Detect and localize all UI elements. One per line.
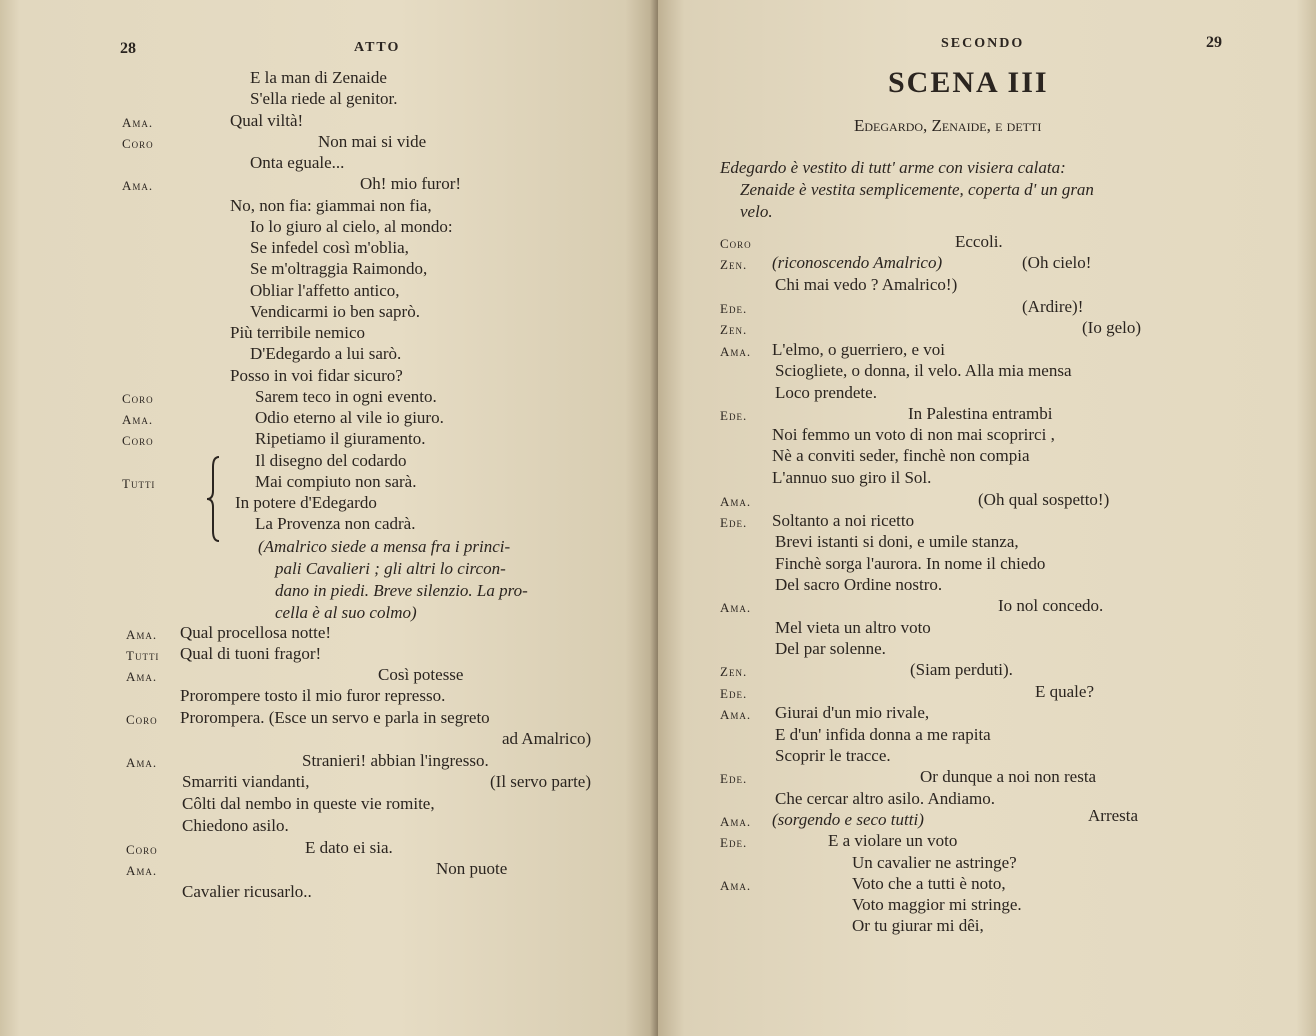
verse-line: Odio eterno al vile io giuro. bbox=[255, 408, 444, 427]
verse-line: E a violare un voto bbox=[828, 831, 958, 850]
speaker-label: Ede. bbox=[720, 771, 748, 786]
verse-line: Nè a conviti seder, finchè non compia bbox=[772, 446, 1030, 465]
verse-line: Prorompere tosto il mio furor represso. bbox=[180, 686, 446, 705]
verse-line: (Io gelo) bbox=[1082, 318, 1142, 337]
speaker-label: Zen. bbox=[720, 322, 748, 337]
verse-line: (Il servo parte) bbox=[490, 772, 592, 791]
speaker-label: Ama. bbox=[126, 755, 158, 770]
verse-line: Voto che a tutti è noto, bbox=[852, 874, 1006, 893]
speaker-label: Ama. bbox=[126, 627, 158, 642]
verse-line: Arresta bbox=[1088, 806, 1139, 825]
verse-line: Non puote bbox=[436, 859, 508, 878]
running-header: SECONDO bbox=[941, 36, 1025, 51]
speaker-label: Ama. bbox=[720, 878, 752, 893]
stage-direction-line: pali Cavalieri ; gli altri lo circon- bbox=[275, 559, 506, 578]
verse-line: Soltanto a noi ricetto bbox=[772, 511, 915, 530]
verse-line: Or tu giurar mi dêi, bbox=[852, 916, 984, 935]
verse-line: La Provenza non cadrà. bbox=[255, 514, 416, 533]
verse-line: Così potesse bbox=[378, 665, 464, 684]
verse-line: (Ardire)! bbox=[1022, 297, 1084, 316]
verse-line: E quale? bbox=[1035, 682, 1094, 701]
running-header: ATTO bbox=[354, 40, 401, 55]
verse-line: Qual di tuoni fragor! bbox=[180, 644, 322, 663]
verse-line: E la man di Zenaide bbox=[250, 68, 387, 87]
verse-line: Qual procellosa notte! bbox=[180, 623, 332, 642]
speaker-label: Zen. bbox=[720, 257, 748, 272]
verse-line: Cavalier ricusarlo.. bbox=[182, 882, 312, 901]
verse-line: (sorgendo e seco tutti) bbox=[772, 810, 924, 829]
verse-line: ad Amalrico) bbox=[502, 729, 592, 748]
verse-line: Stranieri! abbian l'ingresso. bbox=[302, 751, 489, 770]
speaker-label: Ama. bbox=[720, 600, 752, 615]
speaker-label: Ede. bbox=[720, 515, 748, 530]
speaker-label: Ede. bbox=[720, 835, 748, 850]
brace bbox=[205, 455, 225, 543]
verse-line: Or dunque a noi non resta bbox=[920, 767, 1097, 786]
verse-line: (Oh cielo! bbox=[1022, 253, 1092, 272]
page-number: 28 bbox=[120, 40, 136, 57]
verse-line: Sarem teco in ogni evento. bbox=[255, 387, 437, 406]
verse-line: Qual viltà! bbox=[230, 111, 304, 130]
verse-line: D'Edegardo a lui sarò. bbox=[250, 344, 402, 363]
verse-line: Io nol concedo. bbox=[998, 596, 1104, 615]
stage-direction-line: Zenaide è vestita semplicemente, coperta d' un gran bbox=[740, 180, 1094, 199]
speaker-label: Tutti bbox=[122, 476, 156, 491]
stage-direction-line: cella è al suo colmo) bbox=[275, 603, 417, 622]
right-page bbox=[658, 0, 1316, 1036]
verse-line: Chi mai vedo ? Amalrico!) bbox=[775, 275, 958, 294]
verse-line: Scoprir le tracce. bbox=[775, 746, 891, 765]
verse-line: Ripetiamo il giuramento. bbox=[255, 429, 426, 448]
verse-line: Non mai si vide bbox=[318, 132, 427, 151]
verse-line: Finchè sorga l'aurora. In nome il chiedo bbox=[775, 554, 1046, 573]
verse-line: Posso in voi fidar sicuro? bbox=[230, 366, 403, 385]
verse-line: Se m'oltraggia Raimondo, bbox=[250, 259, 428, 278]
speaker-label: Ede. bbox=[720, 408, 748, 423]
verse-line: Brevi istanti si doni, e umile stanza, bbox=[775, 532, 1019, 551]
speaker-label: Ama. bbox=[126, 863, 158, 878]
speaker-label: Coro bbox=[720, 236, 752, 251]
verse-line: Io lo giuro al cielo, al mondo: bbox=[250, 217, 453, 236]
speaker-label: Ede. bbox=[720, 301, 748, 316]
speaker-label: Ama. bbox=[122, 412, 154, 427]
scene-title: SCENA III bbox=[888, 66, 1049, 99]
verse-line: Giurai d'un mio rivale, bbox=[775, 703, 930, 722]
stage-direction-line: (Amalrico siede a mensa fra i princi- bbox=[258, 537, 511, 556]
verse-line: S'ella riede al genitor. bbox=[250, 89, 398, 108]
speaker-label: Coro bbox=[126, 842, 158, 857]
stage-direction-line: dano in piedi. Breve silenzio. La pro- bbox=[275, 581, 528, 600]
speaker-label: Ama. bbox=[720, 494, 752, 509]
verse-line: Smarriti viandanti, bbox=[182, 772, 310, 791]
verse-line: Mai compiuto non sarà. bbox=[255, 472, 417, 491]
verse-line: (Siam perduti). bbox=[910, 660, 1013, 679]
scene-characters: Edegardo, Zenaide, e detti bbox=[854, 116, 1042, 135]
verse-line: Sciogliete, o donna, il velo. Alla mia mensa bbox=[775, 361, 1072, 380]
speaker-label: Zen. bbox=[720, 664, 748, 679]
speaker-label: Ede. bbox=[720, 686, 748, 701]
verse-line: Il disegno del codardo bbox=[255, 451, 407, 470]
verse-line: Côlti dal nembo in queste vie romite, bbox=[182, 794, 435, 813]
speaker-label: Coro bbox=[122, 433, 154, 448]
verse-line: E d'un' infida donna a me rapita bbox=[775, 725, 991, 744]
speaker-label: Ama. bbox=[122, 115, 154, 130]
verse-line: Chiedono asilo. bbox=[182, 816, 289, 835]
stage-direction-line: velo. bbox=[740, 202, 773, 221]
verse-line: Prorompera. (Esce un servo e parla in segreto bbox=[180, 708, 490, 727]
speaker-label: Coro bbox=[122, 136, 154, 151]
verse-line: Se infedel così m'oblia, bbox=[250, 238, 409, 257]
verse-line: Mel vieta un altro voto bbox=[775, 618, 931, 637]
verse-line: Un cavalier ne astringe? bbox=[852, 853, 1017, 872]
verse-line: Oh! mio furor! bbox=[360, 174, 462, 193]
verse-line: No, non fia: giammai non fia, bbox=[230, 196, 432, 215]
speaker-label: Tutti bbox=[126, 648, 160, 663]
verse-line: In potere d'Edegardo bbox=[235, 493, 377, 512]
verse-line: (riconoscendo Amalrico) bbox=[772, 253, 943, 272]
speaker-label: Ama. bbox=[720, 707, 752, 722]
speaker-label: Ama. bbox=[122, 178, 154, 193]
verse-line: Più terribile nemico bbox=[230, 323, 366, 342]
verse-line: Eccoli. bbox=[955, 232, 1003, 251]
verse-line: Del sacro Ordine nostro. bbox=[775, 575, 943, 594]
speaker-label: Coro bbox=[122, 391, 154, 406]
speaker-label: Ama. bbox=[126, 669, 158, 684]
verse-line: Obliar l'affetto antico, bbox=[250, 281, 400, 300]
verse-line: Voto maggior mi stringe. bbox=[852, 895, 1022, 914]
verse-line: L'elmo, o guerriero, e voi bbox=[772, 340, 946, 359]
verse-line: Loco prendete. bbox=[775, 383, 877, 402]
speaker-label: Coro bbox=[126, 712, 158, 727]
verse-line: (Oh qual sospetto!) bbox=[978, 490, 1110, 509]
verse-line: L'annuo suo giro il Sol. bbox=[772, 468, 932, 487]
verse-line: In Palestina entrambi bbox=[908, 404, 1053, 423]
verse-line: Vendicarmi io ben saprò. bbox=[250, 302, 420, 321]
stage-direction-line: Edegardo è vestito di tutt' arme con visiera calata: bbox=[720, 158, 1066, 177]
speaker-label: Ama. bbox=[720, 814, 752, 829]
verse-line: Onta eguale... bbox=[250, 153, 345, 172]
verse-line: Che cercar altro asilo. Andiamo. bbox=[775, 789, 995, 808]
verse-line: Noi femmo un voto di non mai scoprirci , bbox=[772, 425, 1055, 444]
verse-line: E dato ei sia. bbox=[305, 838, 393, 857]
page-number: 29 bbox=[1206, 34, 1222, 51]
speaker-label: Ama. bbox=[720, 344, 752, 359]
verse-line: Del par solenne. bbox=[775, 639, 886, 658]
